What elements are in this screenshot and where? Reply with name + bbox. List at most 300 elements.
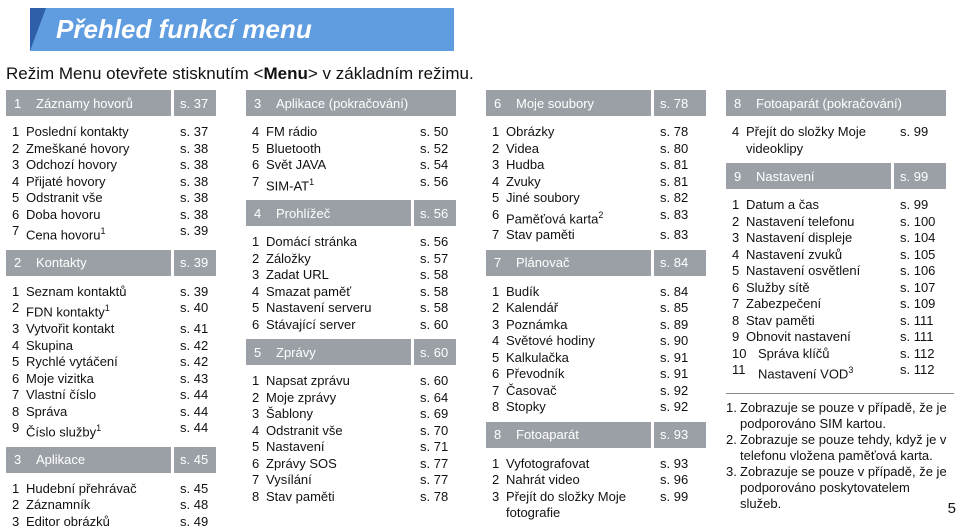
menu-item-label <box>266 267 416 284</box>
menu-item <box>726 296 946 313</box>
menu-item-text: Jiné soubory <box>506 190 580 205</box>
section-number: 1 <box>14 95 22 111</box>
section-header <box>246 200 456 226</box>
menu-item <box>486 383 706 400</box>
menu-item <box>6 141 216 158</box>
menu-item-text: Služby sítě <box>746 279 810 295</box>
menu-item-label <box>746 296 894 313</box>
menu-item-page-ref: s. 54 <box>420 157 449 172</box>
menu-item-label <box>26 497 176 514</box>
menu-item-label <box>266 234 416 251</box>
menu-item-number: 4 <box>12 173 20 189</box>
menu-item-number: 6 <box>12 370 20 386</box>
menu-item-label <box>746 280 894 297</box>
menu-item-page-ref: s. 38 <box>180 157 209 172</box>
menu-item-label <box>506 317 656 334</box>
menu-item-page-ref: s. 109 <box>900 296 936 311</box>
menu-item-number: 2 <box>252 389 260 405</box>
menu-item-number: 3 <box>252 406 260 422</box>
menu-item-page-ref: s. 38 <box>180 173 209 189</box>
menu-item-page-ref: s. 82 <box>660 190 689 205</box>
menu-item-number: 2 <box>732 213 740 229</box>
menu-item-number: 2 <box>12 140 20 156</box>
menu-item-page-ref: s. 77 <box>420 472 449 488</box>
menu-item-page-ref: s. 112 <box>900 362 935 377</box>
menu-item-label <box>26 321 176 338</box>
section-header <box>486 90 706 116</box>
menu-item-number: 1 <box>492 283 500 299</box>
menu-item-text: Nahrát video <box>506 472 580 488</box>
menu-item-number: 3 <box>12 321 20 337</box>
section-label-suffix: (pokračování) <box>325 95 409 111</box>
menu-item-label <box>266 472 416 489</box>
menu-item-number: 2 <box>492 300 500 316</box>
section-header <box>6 90 216 116</box>
menu-item <box>6 207 216 224</box>
menu-item-label <box>746 247 894 264</box>
section-label: Fotoaparát <box>516 427 579 443</box>
menu-item-text: Cena hovoru <box>26 227 101 243</box>
menu-item-number: 2 <box>12 497 20 513</box>
menu-item-label <box>266 489 416 506</box>
section-header <box>486 422 706 448</box>
section-label: Moje soubory <box>516 95 595 111</box>
menu-item-page-ref: s. 58 <box>420 300 449 316</box>
menu-item-number: 5 <box>732 263 740 278</box>
menu-item-text: Stav paměti <box>746 312 815 328</box>
menu-item <box>726 329 946 346</box>
menu-item <box>246 174 456 195</box>
menu-item <box>6 321 216 338</box>
menu-item-text: Odstranit vše <box>26 190 103 205</box>
menu-item <box>486 350 706 367</box>
menu-item <box>246 284 456 301</box>
menu-item <box>6 481 216 498</box>
menu-item <box>486 284 706 301</box>
menu-item-label <box>26 124 176 141</box>
menu-item-number: 3 <box>12 513 20 529</box>
menu-item-label <box>266 317 416 334</box>
menu-item-number: 7 <box>12 387 20 403</box>
section-number: 5 <box>254 344 262 360</box>
menu-item-label <box>26 223 176 244</box>
menu-item-label <box>26 420 176 441</box>
menu-item-text: Kalkulačka <box>506 349 569 365</box>
menu-item <box>246 317 456 334</box>
menu-item-number: 6 <box>252 455 260 471</box>
menu-item-label <box>26 190 176 207</box>
menu-item-number: 6 <box>252 316 260 332</box>
menu-item-label <box>266 284 416 301</box>
footnote-marker: 1 <box>100 226 106 236</box>
menu-item-text: Poslední kontakty <box>26 124 129 139</box>
menu-item-label <box>758 362 892 383</box>
footnote-marker: 1 <box>96 423 102 434</box>
menu-item-page-ref: s. 60 <box>420 373 449 389</box>
menu-item <box>486 317 706 334</box>
section-page-ref: s. 37 <box>171 90 216 116</box>
menu-item <box>246 267 456 284</box>
menu-item-page-ref: s. 45 <box>180 480 209 496</box>
menu-item-page-ref: s. 91 <box>660 366 689 382</box>
menu-item-text: Stav paměti <box>266 488 335 504</box>
menu-item-text: Smazat paměť <box>266 283 352 299</box>
menu-column-2 <box>246 90 456 505</box>
menu-item-number: 8 <box>732 312 740 328</box>
menu-item-number: 4 <box>732 246 740 262</box>
menu-item <box>6 338 216 355</box>
menu-item-number: 5 <box>252 300 260 316</box>
menu-item-text: Nastavení displeje <box>746 230 853 245</box>
menu-item-page-ref: s. 56 <box>420 173 449 189</box>
menu-item-text: Převodník <box>506 366 565 382</box>
menu-item-number: 10 <box>732 345 747 361</box>
menu-item-page-ref: s. 99 <box>660 488 689 504</box>
menu-item-text: Odstranit vše <box>266 422 343 438</box>
section-number: 7 <box>494 255 502 271</box>
menu-item <box>726 263 946 280</box>
menu-item-number: 6 <box>732 279 740 295</box>
menu-item-text: Přejít do složky Moje fotografie <box>506 488 626 521</box>
menu-item-label <box>26 514 176 530</box>
menu-item-text: Editor obrázků <box>26 513 110 529</box>
footnote-number: 1. <box>726 400 737 415</box>
menu-item-text: Zvuky <box>506 173 541 189</box>
menu-item-page-ref: s. 83 <box>660 206 689 222</box>
footnote-text: Zobrazuje se pouze v případě, že je podporováno poskytovatelem služeb. <box>740 464 947 511</box>
menu-item-text: Paměťová karta <box>506 210 599 226</box>
page-number: 5 <box>947 500 956 517</box>
menu-item-label <box>266 406 416 423</box>
menu-item-text: Obnovit nastavení <box>746 329 851 344</box>
menu-item-text: SIM-AT <box>266 177 310 193</box>
section-number: 4 <box>254 205 262 221</box>
section-number: 2 <box>14 255 22 271</box>
menu-item-label <box>26 481 176 498</box>
menu-item-text: Bluetooth <box>266 140 321 156</box>
menu-item <box>6 284 216 301</box>
menu-item-number: 8 <box>492 399 500 415</box>
menu-item <box>246 251 456 268</box>
menu-item-label <box>746 313 894 330</box>
footnote-number: 3. <box>726 464 737 479</box>
section-page-ref: s. 39 <box>171 250 216 276</box>
menu-item-number: 1 <box>732 197 740 212</box>
menu-item-number: 3 <box>732 230 740 245</box>
menu-item <box>486 472 706 489</box>
banner-accent-stripe <box>30 8 46 51</box>
menu-item-number: 7 <box>492 382 500 398</box>
menu-key: Menu <box>263 64 308 83</box>
menu-item-text: Správa klíčů <box>758 345 830 361</box>
menu-item <box>246 456 456 473</box>
menu-item-page-ref: s. 37 <box>180 124 209 139</box>
menu-item-page-ref: s. 70 <box>420 422 449 438</box>
menu-item-label <box>266 174 416 195</box>
menu-item-number: 9 <box>12 420 20 436</box>
section-label: Aplikace <box>36 452 86 468</box>
menu-item-text: Číslo služby <box>26 424 97 440</box>
menu-item <box>6 354 216 371</box>
menu-item-label <box>746 124 894 157</box>
menu-item-text: Seznam kontaktů <box>26 283 127 299</box>
menu-item-page-ref: s. 89 <box>660 316 689 332</box>
menu-item-page-ref: s. 40 <box>180 300 209 316</box>
footnote-text: Zobrazuje se pouze v případě, že je podporováno SIM kartou. <box>740 400 947 431</box>
menu-item-text: Správa <box>26 403 68 419</box>
menu-item-text: Nastavení zvuků <box>746 246 843 262</box>
menu-item-page-ref: s. 44 <box>180 420 209 436</box>
menu-item-page-ref: s. 106 <box>900 263 936 278</box>
menu-item-number: 8 <box>252 488 260 504</box>
menu-item-label <box>26 207 176 224</box>
menu-item-label <box>266 157 416 174</box>
section-page-ref: s. 78 <box>651 90 706 116</box>
menu-item-text: Zmeškané hovory <box>26 140 130 156</box>
menu-item-number: 5 <box>12 190 20 205</box>
menu-item <box>486 227 706 244</box>
menu-item-text: Moje vizitka <box>26 370 94 386</box>
section-header <box>726 90 946 116</box>
footnote <box>726 432 954 464</box>
section-number: 3 <box>254 95 262 111</box>
menu-item-number: 5 <box>492 349 500 365</box>
menu-item <box>486 157 706 174</box>
menu-item-text: Šablony <box>266 406 313 422</box>
menu-item-number: 7 <box>732 296 740 311</box>
menu-item-page-ref: s. 112 <box>900 345 935 361</box>
menu-item-number: 1 <box>12 124 20 139</box>
menu-item-label <box>266 456 416 473</box>
menu-item-number: 1 <box>492 455 500 471</box>
menu-item-number: 5 <box>492 190 500 205</box>
menu-item-page-ref: s. 44 <box>180 403 209 419</box>
menu-item-label <box>266 373 416 390</box>
menu-item-label <box>26 404 176 421</box>
menu-item-page-ref: s. 56 <box>420 234 449 250</box>
menu-item-page-ref: s. 38 <box>180 206 209 222</box>
section-number: 6 <box>494 95 502 111</box>
menu-item <box>246 373 456 390</box>
menu-item-text: Skupina <box>26 337 73 353</box>
menu-item-label <box>506 366 656 383</box>
menu-item-label <box>506 157 656 174</box>
menu-item-label <box>26 387 176 404</box>
menu-item <box>6 514 216 530</box>
menu-item-text: Vyfotografovat <box>506 455 590 471</box>
menu-item-label <box>746 263 894 280</box>
menu-item-page-ref: s. 58 <box>420 267 449 283</box>
section-number: 3 <box>14 452 22 468</box>
menu-item <box>726 346 946 363</box>
menu-item-number: 2 <box>492 472 500 488</box>
menu-item-page-ref: s. 42 <box>180 337 209 353</box>
menu-item-label <box>266 390 416 407</box>
menu-item-page-ref: s. 71 <box>420 439 449 455</box>
menu-item-page-ref: s. 52 <box>420 140 449 156</box>
menu-item-label <box>266 439 416 456</box>
menu-item <box>486 333 706 350</box>
menu-item-page-ref: s. 50 <box>420 124 449 139</box>
menu-item <box>726 214 946 231</box>
menu-item-label <box>746 197 894 214</box>
menu-column-4 <box>726 90 946 383</box>
menu-item-page-ref: s. 104 <box>900 230 936 245</box>
menu-item-number: 7 <box>252 472 260 488</box>
menu-item-page-ref: s. 111 <box>900 312 934 328</box>
menu-item <box>6 404 216 421</box>
menu-item-page-ref: s. 77 <box>420 455 449 471</box>
footnote-marker: 1 <box>309 176 315 187</box>
menu-item-number: 11 <box>732 362 746 377</box>
menu-item <box>486 399 706 416</box>
menu-item-page-ref: s. 38 <box>180 190 209 205</box>
section-label: Fotoaparát <box>756 95 819 111</box>
page-title: Přehled funkcí menu <box>56 14 312 44</box>
menu-item <box>246 439 456 456</box>
menu-item <box>726 280 946 297</box>
menu-item <box>726 362 946 383</box>
section-header <box>726 163 946 189</box>
section-page-ref: s. 84 <box>651 250 706 276</box>
section-label: Zprávy <box>276 344 316 360</box>
menu-item-text: Budík <box>506 283 540 299</box>
menu-item-text: Doba hovoru <box>26 206 101 222</box>
menu-item <box>246 489 456 506</box>
menu-item-number: 4 <box>252 422 260 438</box>
menu-item-text: Videa <box>506 140 540 156</box>
menu-item-page-ref: s. 93 <box>660 455 689 471</box>
menu-item <box>246 423 456 440</box>
menu-item-page-ref: s. 49 <box>180 513 209 529</box>
section-header <box>6 447 216 473</box>
menu-item-number: 4 <box>252 124 260 139</box>
footnote <box>726 400 954 432</box>
menu-item-text: Vlastní číslo <box>26 387 97 403</box>
menu-item-page-ref: s. 57 <box>420 250 449 266</box>
menu-item-number: 6 <box>492 366 500 382</box>
menu-item-number: 5 <box>12 354 20 370</box>
menu-item-page-ref: s. 91 <box>660 349 689 365</box>
menu-item-number: 1 <box>492 124 500 139</box>
menu-item <box>246 472 456 489</box>
menu-item-text: Stopky <box>506 399 546 415</box>
menu-item-label <box>26 284 176 301</box>
menu-item-page-ref: s. 99 <box>900 124 929 139</box>
menu-item-label <box>26 338 176 355</box>
menu-item-number: 6 <box>492 206 500 222</box>
menu-item-page-ref: s. 43 <box>180 370 209 386</box>
menu-item-number: 3 <box>12 157 20 172</box>
section-label: Nastavení <box>756 168 815 184</box>
menu-item-text: Záznamník <box>26 497 91 513</box>
section-header <box>246 339 456 365</box>
menu-item-number: 4 <box>492 333 500 349</box>
menu-item-text: Datum a čas <box>746 197 819 212</box>
menu-item <box>486 207 706 228</box>
menu-item <box>486 300 706 317</box>
menu-item <box>486 456 706 473</box>
section-number: 8 <box>734 95 742 111</box>
menu-item-text: Poznámka <box>506 316 568 332</box>
section-page-ref: s. 93 <box>651 422 706 448</box>
menu-item-label <box>506 383 656 400</box>
menu-item-page-ref: s. 80 <box>660 140 689 156</box>
menu-item-number: 8 <box>12 403 20 419</box>
menu-item-label <box>506 284 656 301</box>
menu-item-label <box>266 124 416 141</box>
menu-item-number: 3 <box>492 316 500 332</box>
section-label: Záznamy hovorů <box>36 95 133 111</box>
menu-item-label <box>506 333 656 350</box>
section-label-suffix: (pokračování) <box>818 95 902 111</box>
footnote-marker: 1 <box>104 303 110 314</box>
menu-item-page-ref: s. 60 <box>420 316 449 332</box>
menu-item-number: 4 <box>732 124 740 139</box>
menu-column-3 <box>486 90 706 522</box>
menu-item-page-ref: s. 44 <box>180 387 209 403</box>
menu-item-text: FDN kontakty <box>26 304 105 320</box>
menu-item <box>246 300 456 317</box>
menu-item-label <box>506 141 656 158</box>
menu-item <box>486 124 706 141</box>
menu-column-1 <box>6 90 216 530</box>
menu-item-number: 7 <box>492 227 500 243</box>
menu-item-text: Moje zprávy <box>266 389 337 405</box>
menu-item-text: Časovač <box>506 382 557 398</box>
menu-item-label <box>506 456 656 473</box>
menu-item-text: Hudba <box>506 157 545 172</box>
menu-item-label <box>506 207 656 228</box>
menu-item-label <box>506 350 656 367</box>
menu-item-page-ref: s. 111 <box>900 329 934 344</box>
menu-item-number: 4 <box>12 337 20 353</box>
menu-item-label <box>746 230 894 247</box>
menu-item-label <box>26 354 176 371</box>
menu-item-text: Kalendář <box>506 300 559 316</box>
menu-item-number: 1 <box>252 373 260 389</box>
section-label: Kontakty <box>36 255 87 271</box>
menu-item <box>246 406 456 423</box>
menu-item <box>246 124 456 141</box>
menu-item-label <box>506 227 656 244</box>
section-title <box>756 96 946 111</box>
menu-item-page-ref: s. 81 <box>660 157 689 172</box>
menu-item-page-ref: s. 78 <box>420 488 449 504</box>
menu-item-number: 7 <box>12 223 20 238</box>
menu-item-label <box>26 300 176 321</box>
footnote <box>726 464 954 512</box>
section-header <box>486 250 706 276</box>
menu-item-number: 2 <box>12 300 20 316</box>
menu-item-page-ref: s. 39 <box>180 283 209 299</box>
menu-item-label <box>266 300 416 317</box>
menu-item-text: Zadat URL <box>266 267 329 283</box>
footnote-number: 2. <box>726 432 737 447</box>
menu-item <box>486 366 706 383</box>
menu-item-page-ref: s. 81 <box>660 173 689 189</box>
footnote-marker: 2 <box>598 209 604 220</box>
menu-item-label <box>746 214 894 231</box>
menu-item-number: 3 <box>492 488 500 504</box>
menu-item-label <box>506 174 656 191</box>
menu-item-page-ref: s. 107 <box>900 279 936 295</box>
menu-item-text: Hudební přehrávač <box>26 480 137 496</box>
section-number: 9 <box>734 168 742 184</box>
menu-item-number: 5 <box>252 439 260 455</box>
menu-item <box>726 247 946 264</box>
menu-item <box>246 157 456 174</box>
